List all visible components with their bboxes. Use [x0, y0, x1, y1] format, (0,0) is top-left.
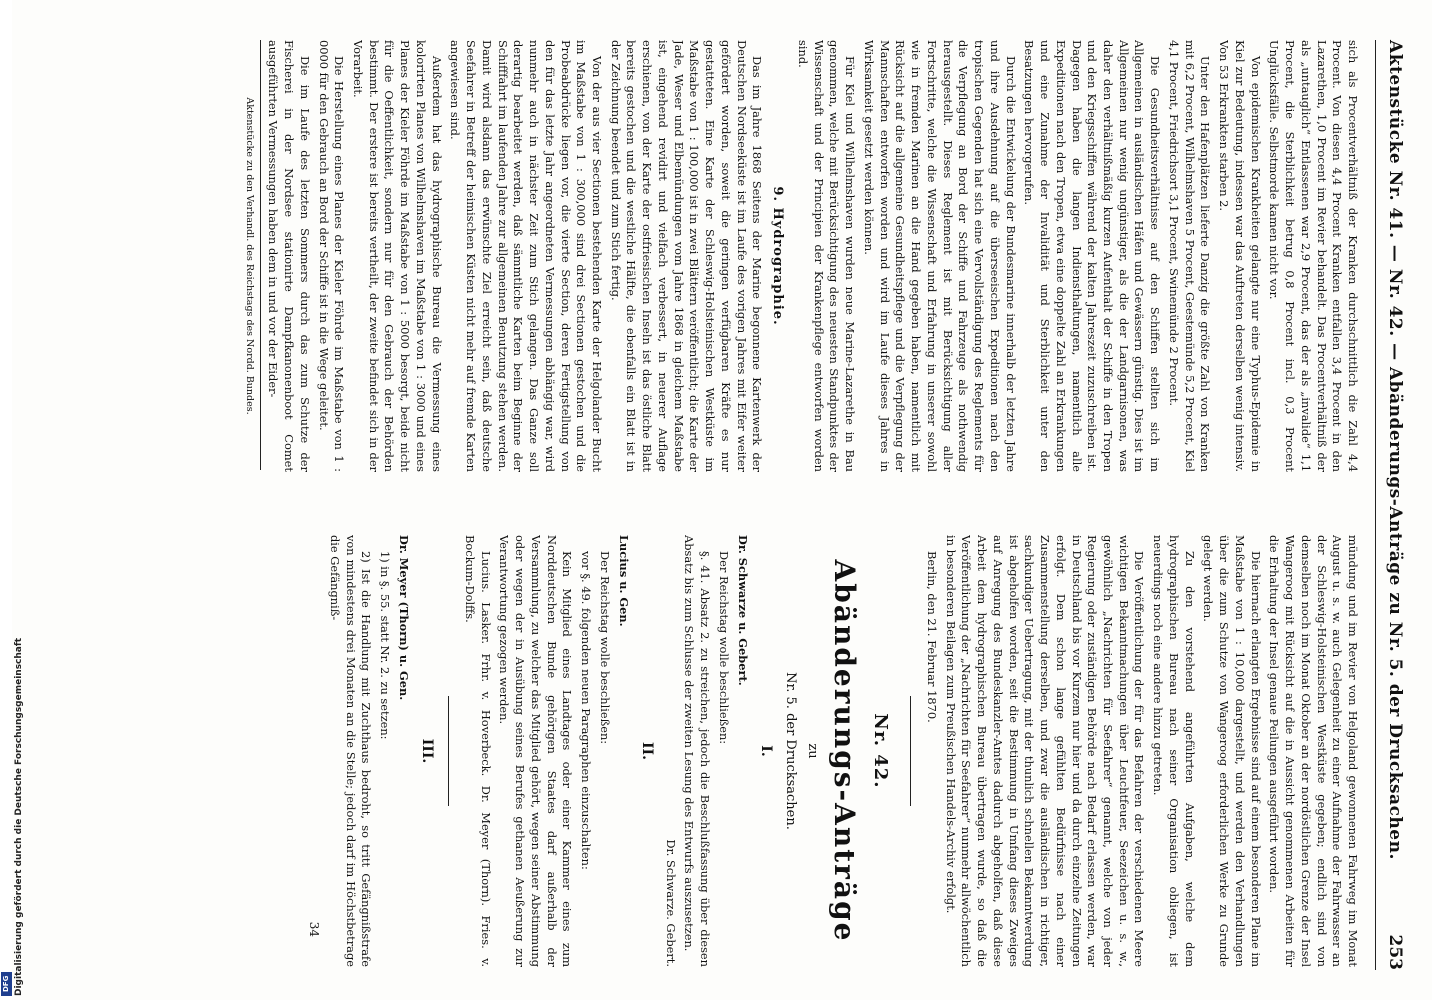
paragraph: Unter den Hafenplätzen lieferte Danzig die größte Zahl von Kranken mit 6,2 Procent, Wilhelmshaven 5 Procent, Geestemünde 5,2 Procent, Kiel 4,1 Procent, Friedrichsort 3,1 Procent, Swinemünde 2 Procent.: [1166, 40, 1213, 472]
section-numeral-3: III.: [419, 738, 436, 764]
signature-2: Lucius. Lasker. Frhr. v. Hoverbeck. Dr. Meyer (Thorn). Fries. v. Bockum-Dolffs.: [462, 535, 493, 967]
paragraph: Die Gesundheitsverhältnisse auf den Schiffen stellten sich im Allgemeinen in ausländischen Häfen und Gewässern günstig. Dies ist im Allgemeinen nur wenig ungünstiger, als die der Landgarnisonen, was daher den verhältnißmäßig kurzen Aufenthalt der Schiffe in den Tropen und den Kriegsschiffen während der kalten Jahreszeit zuzuschreiben ist. Dagegen haben die langen Indiensthaltungen, namentlich alle Expeditionen nach den Tropen, etwa eine doppelte Zahl an Erkrankungen und eine Zunahme der Invalidität und Sterblichkeit unter den Besatzungen hervorgerufen.: [1022, 40, 1163, 472]
paragraph: Das im Jahre 1868 Seitens der Marine begonnene Kartenwerk der Deutschen Nordseeküste ist im Laufe des vorigen Jahres mit Eifer weiter gefördert worden, soweit die geringen verfügbaren Kräfte es nur gestatteten. Eine Karte der Schleswig-Holsteinischen Westküste im Maßstabe von 1 : 100,000 ist in zwei Blättern veröffentlicht; die Karte der Jade, Weser und Elbemündungen vom Jahre 1868 in gleichem Maßstabe ist, eingehend revidirt und vielfach verbessert, in neuerer Auflage erschienen, von der Karte der ostfriesischen Inseln ist das östliche Blatt bereits gestochen und die westliche Hälfte, die ebenfalls ein Blatt ist in der Zeichnung beendet und zum Stich fertig.: [608, 40, 765, 472]
paragraph: Die im Laufe des letzten Sommers durch das zum Schutze der Fischerei in der Nordsee stationirte Dampfkanonenboot Comet ausgeführten Vermessungen haben dem in und vor der Eider-: [266, 40, 312, 472]
motion-text-2b: Kein Mitglied eines Landtages oder einer Kammer eines zum Norddeutschen Bunde gehörigen Staates darf außerhalb der Versammlung, zu welcher das Mitglied gehört, wegen seiner Abstimmung oder wegen der in Ausübung seines Berufes gethanen Aeußerung zur Verantwortung gezogen werden.: [497, 535, 575, 967]
motion-item-1: 1) in §. 55. statt Nr. 2. zu setzen:: [378, 551, 393, 740]
page-footer-note: Aktenstücke zu den Verhandl. des Reichstags des Nordd. Bundes.: [243, 97, 255, 415]
motion-text-2a: vor §. 49. folgenden neuen Paragraphen einzuschalten:: [579, 551, 594, 870]
paragraph: Die hiernach erlangten Ergebnisse sind auf einem besonderen Plane im Maßstabe von 1 : 10,000 dargestellt, und werden den Verhandlungen über die zum Schutze von Wangeroog erforderlichen Werke zu Grunde gelegt werden.: [1201, 535, 1263, 967]
title-zu: zu: [804, 743, 820, 759]
date-line: Berlin, den 21. Februar 1870.: [924, 551, 939, 723]
mover-3: Dr. Meyer (Thorn) u. Gen.: [396, 535, 411, 701]
section-numeral-2: II.: [638, 742, 655, 760]
dfg-logo: DFG: [1, 972, 12, 996]
left-column: [30, 40, 1360, 472]
divider-rule: [910, 696, 911, 806]
paragraph: Durch die Entwickelung der Bundesmarine innerhalb der letzten Jahre und ihre Ausdehnung auf die überseeischen Expeditionen nach den tropischen Gegenden hat sich eine Vervollständigung des Reglements für die Verpflegung an Bord der Schiffe und Fahrzeuge als nothwendig herausgestellt. Dieses Reglement ist mit Berücksichtigung aller Fortschritte, welche die Wissenschaft und Erfahrung in unserer sowohl wie in fremden Marinen an die Hand gegeben haben, namentlich mit Rücksicht auf die allgemeine Gesundheitspflege und die Verpflegung der Mannschaften entworfen worden und wird im Laufe dieses Jahres in Wirksamkeit gesetzt werden können.: [861, 40, 1018, 472]
motion-item-2: 2) Ist die Handlung mit Zuchthaus bedroht, so tritt Gefängnißstrafe von mindestens drei Monaten an die Stelle; jedoch darf im Höchstbetrage die Gefängniß-: [327, 535, 374, 967]
section-heading: 9. Hydrographie.: [770, 186, 786, 326]
document-title: Abänderungs-Anträge: [828, 559, 862, 943]
paragraph: Außerdem hat das hydrographische Bureau die Vermessung eines kolorirten Planes von Wilhelmshaven im Maßstabe von 1 : 3000 und eines Planes der Kieler Föhrde im Maßstabe von 1 : 5000 besorgt, beide nicht für die Oeffentlichkeit, sondern nur für den Gebrauch der Behörden bestimmt. Der erstere ist bereits vertheilt, der zweite befindet sich in der Vorarbeit.: [351, 40, 444, 472]
motion-intro-2: Der Reichstag wolle beschließen:: [597, 551, 612, 745]
paragraph: Die Veröffentlichung der für das Befahren der verschiedenen Meere wichtigen Bekanntmachungen über Leuchtfeuer, Seezeichen u. s. w., gewöhnlich „Nachrichten für Seefahrer“ genannt, welche von jeder Regierung oder zuständigen Behörde nach Bedarf erlassen werden, war in Deutschland bis vor Kurzem nur hier und da durch einzelne Zeitungen erfolgt. Dem schon lange gefühlten Bedürfnisse nach einer Zusammenstellung derselben, und zwar die ausländischen in richtiger, sachkundiger Uebertragung, mit der thunlich schnellen Bekanntwerdung ist abgeholfen worden, seit die Bestimmung in Umfang dieses Zweiges auf Anregung des Bundeskanzler-Amtes dadurch abgeholfen, daß diese Arbeit dem hydrographischen Bureau übertragen wurde, so daß die Veröffentlichung der „Nachrichten für Seefahrer“ nunmehr allwöchentlich in besonderen Beilagen zum Preußischen Handels-Archiv erfolgt.: [943, 535, 1147, 967]
footnote-rule: [260, 40, 261, 470]
header-title: Aktenstücke Nr. 41. — Nr. 42. — Abänderungs-Anträge zu Nr. 5. der Drucksachen.: [1385, 40, 1405, 860]
paragraph: sich als Procentverhältniß der Kranken durchschnittlich die Zahl 4,4 Procent. Von diesen 4,4 Procent Kranken entfallen 3,4 Procent in den Lazarethen, 1,0 Procent im Revier behandelt. Das Procentverhältniß der als „untauglich“ Entlassenen war 2,9 Procent, das der als „invalide“ 1,1 Procent, die Sterblichkeit betrug 0,8 Procent incl. 0,3 Procent Unglücksfälle. Selbstmorde kamen nicht vor.: [1267, 40, 1360, 472]
sheet-number: 34: [307, 921, 322, 937]
paragraph: Von epidemischen Krankheiten gelangte nur eine Typhus-Epidemie in Kiel zur Bedeutung, indessen war das Auftreten derselben wenig intensiv. Von 53 Erkrankten starben 2.: [1217, 40, 1263, 472]
section-numeral-1: I.: [757, 745, 774, 757]
paragraph: Von der aus vier Sectionen bestehenden Karte der Helgolander Bucht im Maßstabe von 1 : 300,000 sind drei Sectionen gestochen und die Probeabdrücke liegen vor, die vierte Section, deren Fertigstellung von den für das letzte Jahr angeordneten Vermessungen abhängig war, wird nunmehr auch in nächster Zeit zum Stich gelangen. Das Ganze soll derartig bearbeitet werden, daß sämmtliche Karten beim Beginne der Schifffahrt im laufenden Jahre zur allgemeinen Benutzung stehen werden. Damit wird alsdann das erwünschte Ziel erreicht sein, daß deutsche Seefahrer in Betreff der heimischen Küsten nicht mehr auf fremde Karten angewiesen sind.: [448, 40, 605, 472]
paragraph: mündung und im Revier von Helgoland gewonnenen Fahrweg im Monat August u. s. w. auch Gelegenheit zu einer Aufnahme der Fahrwasser an der Schleswig-Holsteinischen Westküste gegeben; endlich sind von demselben noch im Monat Oktober an der nordöstlichen Grenze der Insel Wangeroog mit Rücksicht auf die in Aussicht genommenen Arbeiten für die Erhaltung der Insel genaue Peilungen ausgeführt worden.: [1267, 535, 1360, 967]
page-number: 253: [1385, 934, 1405, 970]
motion-text-1: §. 41. Absatz 2. zu streichen, jedoch die Beschlußfassung über diesen Absatz bis zum Schlusse der zweiten Lesung des Entwurfs auszusetzen.: [682, 535, 713, 967]
running-header: [1375, 40, 1406, 970]
paragraph: Zu den vorstehend angeführten Aufgaben, welche dem hydrographischen Bureau nach seiner Organisation obliegen, ist neuerdings noch eine andere hinzu getreten.: [1151, 535, 1197, 967]
mover-1: Dr. Schwarze u. Gebert.: [735, 535, 750, 686]
signature-1: Dr. Schwarze. Gebert.: [663, 839, 678, 967]
motion-intro-1: Der Reichstag wolle beschließen:: [716, 551, 731, 745]
title-reference: Nr. 5. der Drucksachen.: [782, 672, 798, 830]
divider-rule: [448, 696, 449, 806]
paragraph: Für Kiel und Wilhelmshaven wurden neue Marine-Lazarethe in Bau genommen, welche mit Berücksichtigung des neuesten Standpunktes der Wissenschaft und der Principien der Krankenpflege entworfen worden sind.: [796, 40, 858, 472]
right-column: [30, 535, 1360, 967]
paragraph: Die Herstellung eines Planes der Kieler Föhrde im Maßstabe von 1 : 0000 für den Gebrauch an Bord der Schiffe ist in die Wege geleitet.: [316, 40, 347, 472]
digitization-credit: Digitalisierung gefördert durch die Deutsche Forschungsgemeinschaft: [14, 637, 24, 996]
rotated-page: [10, 0, 1420, 1000]
mover-2: Lucius u. Gen.: [616, 535, 631, 627]
document-number: Nr. 42.: [870, 713, 892, 789]
